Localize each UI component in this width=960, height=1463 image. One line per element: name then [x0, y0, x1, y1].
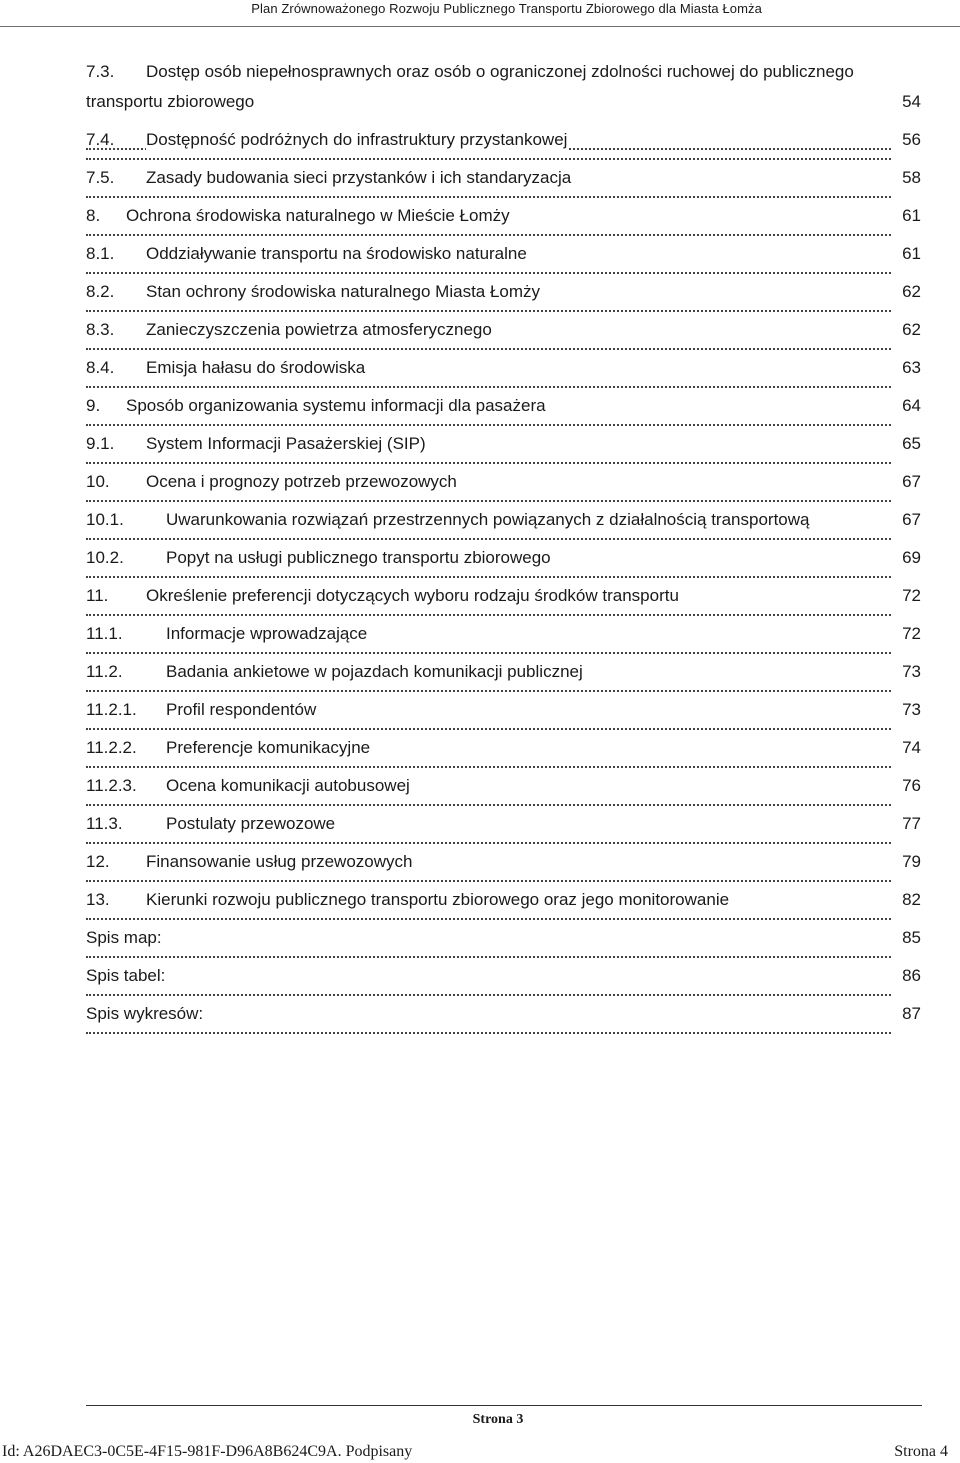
toc-entry-number: 11.2.1.: [86, 700, 137, 719]
leader-dots: [86, 462, 891, 464]
toc-entry-page: 67: [902, 510, 921, 529]
toc-entry-title: Spis wykresów:: [86, 1004, 204, 1023]
toc-entry-number: 10.: [86, 472, 110, 491]
leader-dots: [86, 842, 891, 844]
leader-dots: [86, 386, 891, 388]
leader-dots: [86, 614, 891, 616]
toc-entry[interactable]: [86, 548, 921, 586]
toc-entry-number: 10.2.: [86, 548, 124, 567]
toc-entry-page: 63: [902, 358, 921, 377]
leader-dots: [86, 158, 891, 160]
toc-entry-page: 62: [902, 282, 921, 301]
leader-dots: [86, 918, 891, 920]
toc-entry-title: System Informacji Pasażerskiej (SIP): [146, 434, 426, 453]
toc-entry[interactable]: [86, 320, 921, 358]
signature-bar: [0, 1441, 960, 1463]
toc-entry-page: 58: [902, 168, 921, 187]
leader-dots: [86, 348, 891, 350]
toc-entry-title: Spis map:: [86, 928, 162, 947]
toc-entry[interactable]: [86, 244, 921, 282]
leader-dots: [86, 1032, 891, 1034]
toc-entry-page: 62: [902, 320, 921, 339]
toc-entry-number: 9.1.: [86, 434, 115, 453]
toc-entry[interactable]: [86, 510, 921, 548]
table-of-contents: [86, 62, 921, 1042]
toc-entry-page: 73: [902, 700, 921, 719]
toc-entry-title: Uwarunkowania rozwiązań przestrzennych powiązanych z działalnością transportową: [166, 510, 810, 529]
toc-entry[interactable]: [86, 624, 921, 662]
leader-dots: [86, 196, 891, 198]
toc-entry[interactable]: [86, 168, 921, 206]
toc-entry-page: 72: [902, 624, 921, 643]
toc-entry-title: Zanieczyszczenia powietrza atmosferycznego: [146, 320, 492, 339]
toc-entry[interactable]: [86, 738, 921, 776]
toc-entry-page: 86: [902, 966, 921, 985]
leader-dots: [86, 994, 891, 996]
document-id: Id: A26DAEC3-0C5E-4F15-981F-D96A8B624C9A. Podpisany: [2, 1443, 413, 1460]
toc-entry[interactable]: [86, 130, 921, 168]
toc-entry-number: 7.5.: [86, 168, 115, 187]
toc-entry-page: 64: [902, 396, 921, 415]
leader-dots: [86, 728, 891, 730]
footer-page-label: Strona 3: [472, 1412, 524, 1427]
toc-entry-title: Dostęp osób niepełnosprawnych oraz osób o ograniczonej zdolności ruchowej do publicznego: [146, 62, 854, 81]
toc-entry-number: 8.4.: [86, 358, 115, 377]
leader-dots: [86, 576, 891, 578]
toc-entry-page: 79: [902, 852, 921, 871]
page-header: [0, 0, 960, 27]
toc-entry[interactable]: [86, 890, 921, 928]
leader-dots: [86, 272, 891, 274]
toc-entry-number: 11.: [86, 586, 109, 605]
footer-divider: [86, 1405, 922, 1406]
toc-entry-number: 11.2.: [86, 662, 123, 681]
toc-entry[interactable]: [86, 928, 921, 966]
toc-entry[interactable]: [86, 358, 921, 396]
toc-entry[interactable]: [86, 776, 921, 814]
toc-entry[interactable]: [86, 586, 921, 624]
toc-entry-number: 7.3.: [86, 62, 115, 81]
toc-entry-number: 7.4.: [86, 130, 115, 149]
toc-entry-page: 65: [902, 434, 921, 453]
toc-entry-page: 76: [902, 776, 921, 795]
toc-entry-title: Dostępność podróżnych do infrastruktury przystankowej: [146, 130, 568, 149]
document-title: Plan Zrównoważonego Rozwoju Publicznego Transportu Zbiorowego dla Miasta Łomża: [251, 1, 762, 16]
toc-entry[interactable]: [86, 662, 921, 700]
leader-dots: [86, 690, 891, 692]
toc-entry-title-continued: transportu zbiorowego: [86, 92, 255, 111]
leader-dots: [86, 234, 891, 236]
leader-dots: [86, 652, 891, 654]
leader-dots: [86, 880, 891, 882]
toc-entry[interactable]: [86, 472, 921, 510]
toc-entry-title: Popyt na usługi publicznego transportu zbiorowego: [166, 548, 551, 567]
toc-entry-number: 12.: [86, 852, 110, 871]
toc-entry-title: Oddziaływanie transportu na środowisko naturalne: [146, 244, 527, 263]
leader-dots: [86, 424, 891, 426]
toc-entry-page: 87: [902, 1004, 921, 1023]
toc-entry-page: 61: [902, 206, 921, 225]
toc-entry-title: Profil respondentów: [166, 700, 317, 719]
toc-entry-number: 10.1.: [86, 510, 124, 529]
toc-entry-page: 61: [902, 244, 921, 263]
leader-dots: [86, 956, 891, 958]
toc-entry[interactable]: [86, 206, 921, 244]
toc-entry-number: 13.: [86, 890, 110, 909]
toc-entry-title: Finansowanie usług przewozowych: [146, 852, 413, 871]
toc-entry-title: Zasady budowania sieci przystanków i ich standaryzacja: [146, 168, 572, 187]
toc-entry-number: 11.2.3.: [86, 776, 137, 795]
toc-entry[interactable]: [86, 434, 921, 472]
toc-entry-page: 73: [902, 662, 921, 681]
leader-dots: [86, 538, 891, 540]
toc-entry[interactable]: [86, 62, 921, 130]
toc-entry-title: Badania ankietowe w pojazdach komunikacji publicznej: [166, 662, 583, 681]
toc-entry-title: Preferencje komunikacyjne: [166, 738, 371, 757]
toc-entry[interactable]: [86, 282, 921, 320]
leader-dots: [86, 804, 891, 806]
leader-dots: [86, 766, 891, 768]
leader-dots: [86, 310, 891, 312]
toc-entry[interactable]: [86, 396, 921, 434]
toc-entry-number: 8.3.: [86, 320, 115, 339]
toc-entry-number: 11.3.: [86, 814, 123, 833]
toc-entry[interactable]: [86, 852, 921, 890]
toc-entry-page: 67: [902, 472, 921, 491]
toc-entry-page: 69: [902, 548, 921, 567]
toc-entry-number: 11.1.: [86, 624, 123, 643]
toc-entry[interactable]: [86, 966, 921, 1004]
toc-entry[interactable]: [86, 700, 921, 738]
toc-entry-page: 77: [902, 814, 921, 833]
toc-entry-title: Postulaty przewozowe: [166, 814, 336, 833]
toc-entry[interactable]: [86, 814, 921, 852]
toc-entry-number: 8.1.: [86, 244, 115, 263]
toc-entry-title: Kierunki rozwoju publicznego transportu zbiorowego oraz jego monitorowanie: [146, 890, 730, 909]
toc-entry-title: Emisja hałasu do środowiska: [146, 358, 366, 377]
leader-dots: [86, 500, 891, 502]
toc-entry-title: Sposób organizowania systemu informacji dla pasażera: [126, 396, 546, 415]
toc-entry-page: 56: [902, 130, 921, 149]
toc-entry-title: Ocena komunikacji autobusowej: [166, 776, 410, 795]
toc-entry-page: 82: [902, 890, 921, 909]
toc-entry-number: 8.: [86, 206, 101, 225]
toc-entry-title: Ocena i prognozy potrzeb przewozowych: [146, 472, 457, 491]
toc-entry[interactable]: [86, 1004, 921, 1042]
toc-entry-page: 85: [902, 928, 921, 947]
toc-entry-page: 72: [902, 586, 921, 605]
toc-entry-page: 74: [902, 738, 921, 757]
toc-entry-title: Określenie preferencji dotyczących wyboru rodzaju środków transportu: [146, 586, 679, 605]
toc-entry-number: 8.2.: [86, 282, 115, 301]
toc-entry-number: 9.: [86, 396, 101, 415]
toc-entry-number: 11.2.2.: [86, 738, 137, 757]
toc-entry-title: Stan ochrony środowiska naturalnego Miasta Łomży: [146, 282, 541, 301]
toc-entry-title: Informacje wprowadzające: [166, 624, 368, 643]
page-indicator: Strona 4: [894, 1443, 948, 1460]
toc-entry-title: Ochrona środowiska naturalnego w Mieście Łomży: [126, 206, 510, 225]
toc-entry-title: Spis tabel:: [86, 966, 166, 985]
toc-entry-page: 54: [902, 92, 921, 111]
